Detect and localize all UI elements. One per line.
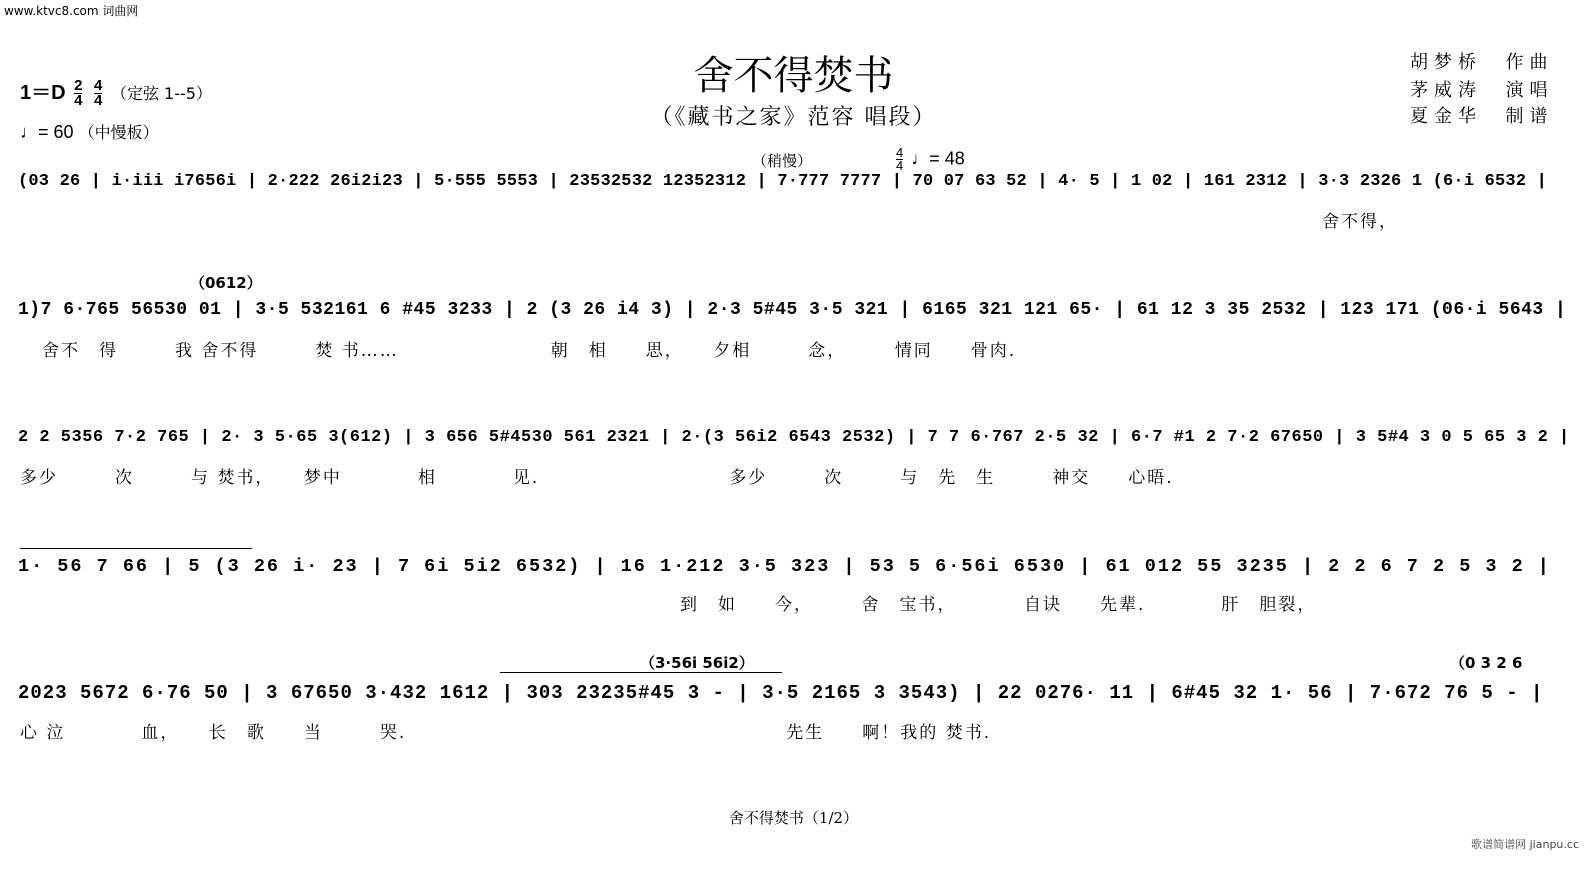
slur-line5 bbox=[500, 672, 782, 673]
time-signature-2: $\frac{4}{4}$ bbox=[94, 77, 103, 110]
time-signature-3: $\frac{4}{4}$ bbox=[896, 145, 904, 173]
page-title: 舍不得焚书 bbox=[693, 53, 894, 99]
key-label: 1＝D bbox=[20, 82, 66, 104]
lyric-line-4: 到 如 今， 舍 宝书， 自诀 先辈. 肝 胆裂， bbox=[680, 595, 1317, 615]
volta-line bbox=[20, 548, 252, 549]
credit-transcriber: 夏金华 制谱 bbox=[1410, 106, 1554, 127]
lyric-line-3: 多少 次 与 焚书， 梦中 相 见. 多少 次 与 先 生 神交 心晤. bbox=[20, 468, 1174, 488]
tempo-change-value: ♩= 48 bbox=[911, 148, 965, 169]
time-signature-1: $\frac{2}{4}$ bbox=[74, 77, 83, 110]
brand-watermark: 歌谱简谱网 jianpu.cc bbox=[1471, 838, 1579, 851]
credit-singer: 茅威涛 演唱 bbox=[1410, 80, 1554, 101]
tempo-description: （中慢板） bbox=[78, 123, 159, 142]
score-line-4: 1· 56 7 66 | 5 (3 26 i· 23 | 7 6i 5i2 6532) | 16 1·212 3·5 323 | 53 5 6·56i 6530 | 61 012 55 3235 | 2 2 6 7 2 5 3 2 | bbox=[18, 556, 1551, 577]
key-signature bbox=[20, 76, 212, 108]
grace-annotation-line5b: （0 3 2 6 bbox=[1450, 654, 1523, 672]
lyric-line-1: 舍不得， bbox=[1322, 212, 1398, 232]
grace-annotation-line2: （0612） bbox=[190, 274, 262, 292]
watermark: www.ktvc8.com 词曲网 bbox=[4, 4, 139, 18]
lyric-line-5: 心 泣 血， 长 歌 当 哭. 先生 啊！我的 焚书. bbox=[20, 723, 992, 743]
tempo-marking bbox=[20, 120, 159, 143]
lyric-line-2: 舍不 得 我 舍不得 焚 书…… 朝 相 思， 夕相 念， 情同 骨肉. bbox=[42, 341, 1017, 361]
slower-annotation: （稍慢） bbox=[752, 152, 813, 170]
page-footer: 舍不得焚书（1/2） bbox=[728, 809, 859, 827]
tuning-note: （定弦 1--5） bbox=[110, 84, 212, 103]
tempo-change bbox=[893, 147, 965, 172]
score-line-2: 1)7 6·765 56530 01 | 3·5 532161 6 #45 3233 | 2 (3 26 i4 3) | 2·3 5#45 3·5 321 | 6165 321 121 65· | 61 12 3 35 2532 | 123 171 (06·i 5643 | bbox=[18, 300, 1567, 320]
credit-composer: 胡梦桥 作曲 bbox=[1410, 52, 1554, 73]
score-line-1: (03 26 | i·iii i7656i | 2·222 26i2i23 | 5·555 5553 | 23532532 12352312 | 7·777 7777 | 70 07 63 52 | 4· 5 | 1 02 | 161 2312 | 3·3 2326 1 (6·i 6532 | bbox=[18, 172, 1548, 191]
score-line-3: 2 2 5356 7·2 765 | 2· 3 5·65 3(612) | 3 656 5#4530 561 2321 | 2·(3 56i2 6543 2532) | 7 7 6·767 2·5 32 | 6·7 #1 2 7·2 67650 | 3 5#4 3 0 5 65 3 2 | bbox=[18, 428, 1570, 447]
score-line-5: 2023 5672 6·76 50 | 3 67650 3·432 1612 | 303 23235#45 3 - | 3·5 2165 3 3543) | 22 0276· 11 | 6#45 32 1· 56 | 7·672 76 5 - | bbox=[18, 682, 1544, 704]
subtitle: （《藏书之家》范容 唱段） bbox=[650, 105, 937, 130]
tempo-value: ♩= 60 bbox=[20, 122, 74, 142]
grace-annotation-line5a: （3·56i 56i2） bbox=[640, 654, 754, 672]
